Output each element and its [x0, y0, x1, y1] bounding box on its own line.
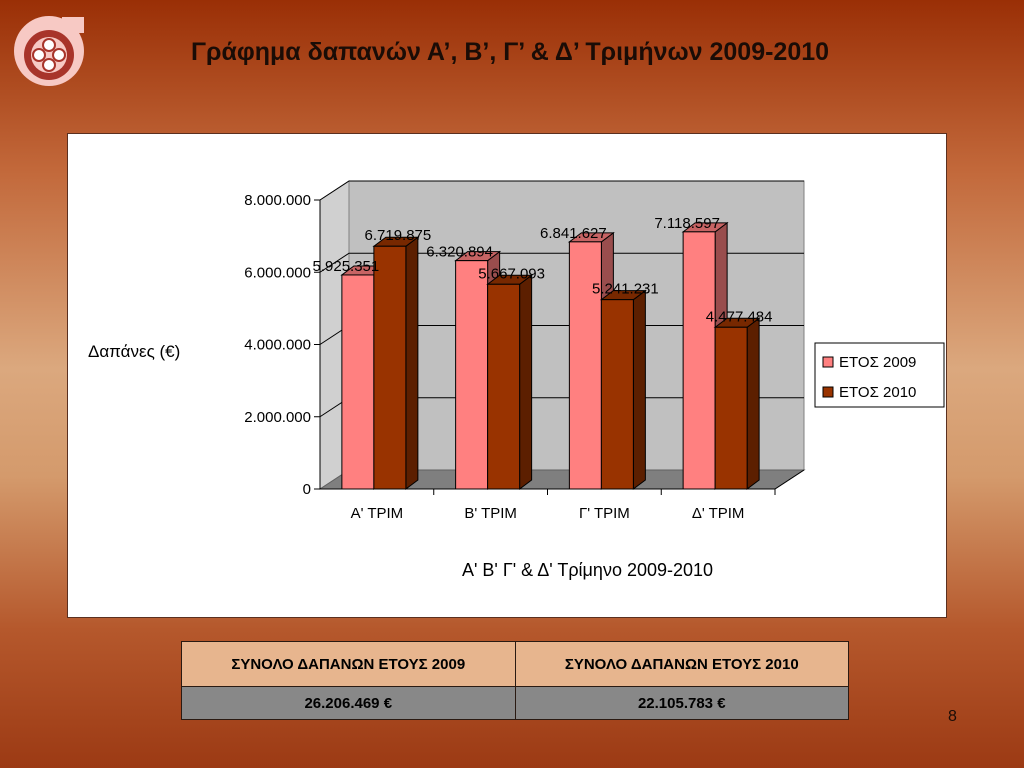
y-tick-label: 2.000.000 [244, 408, 311, 426]
bar-2010 [601, 300, 633, 489]
x-tick-label: Β' ΤΡΙΜ [464, 505, 517, 522]
total-2009-value: 26.206.469 € [182, 687, 516, 720]
y-tick-label: 6.000.000 [244, 264, 311, 282]
data-label: 7.118.597 [654, 214, 720, 232]
legend-swatch [823, 357, 833, 367]
x-axis-title: Α' Β' Γ' & Δ' Τρίμηνο 2009-2010 [461, 560, 714, 580]
page-number: 8 [948, 708, 957, 725]
y-axis-title: Δαπάνες (€) [88, 342, 181, 361]
total-2009-header: ΣΥΝΟΛΟ ΔΑΠΑΝΩΝ ΕΤΟΥΣ 2009 [182, 642, 516, 687]
data-label: 6.719.875 [364, 227, 432, 245]
data-label: 6.320.894 [426, 243, 493, 261]
chart-panel [67, 133, 947, 618]
total-2010-header: ΣΥΝΟΛΟ ΔΑΠΑΝΩΝ ΕΤΟΥΣ 2010 [515, 642, 849, 687]
x-tick-label: Γ' ΤΡΙΜ [578, 505, 630, 522]
bar-chart [68, 134, 946, 617]
bar-2010-side [406, 237, 418, 489]
legend-label: ΕΤΟΣ 2009 [839, 354, 917, 371]
data-label: 4.477.484 [705, 308, 773, 326]
legend-label: ΕΤΟΣ 2010 [839, 384, 917, 401]
legend-swatch [823, 387, 833, 397]
bar-2010 [488, 284, 520, 489]
bar-2009 [456, 261, 488, 489]
bar-2009 [569, 242, 601, 489]
bar-2009 [683, 232, 715, 489]
totals-value-row [182, 687, 849, 720]
data-label: 5.925.351 [312, 257, 380, 275]
x-tick-label: Α' ΤΡΙΜ [350, 505, 404, 522]
bar-2010-side [520, 275, 532, 489]
bar-2010-side [633, 291, 645, 489]
total-2010-value: 22.105.783 € [515, 687, 849, 720]
bar-2010 [374, 246, 406, 489]
totals-header-row [182, 642, 849, 687]
y-tick-label: 0 [302, 481, 311, 498]
totals-table [181, 641, 849, 720]
y-tick-label: 8.000.000 [244, 192, 311, 209]
data-label: 5.667.093 [478, 265, 545, 283]
organization-logo [12, 14, 86, 88]
data-label: 6.841.627 [540, 224, 607, 242]
slide-title: Γράφημα δαπανών Α’, Β’, Γ’ & Δ’ Τριμήνων 2009-2010 [190, 38, 830, 66]
x-tick-label: Δ' ΤΡΙΜ [691, 505, 745, 522]
bar-2010 [715, 327, 747, 489]
data-label: 5.241.231 [592, 280, 659, 298]
bar-2009 [342, 275, 374, 489]
y-tick-label: 4.000.000 [244, 336, 311, 354]
bar-2010-side [747, 318, 759, 489]
